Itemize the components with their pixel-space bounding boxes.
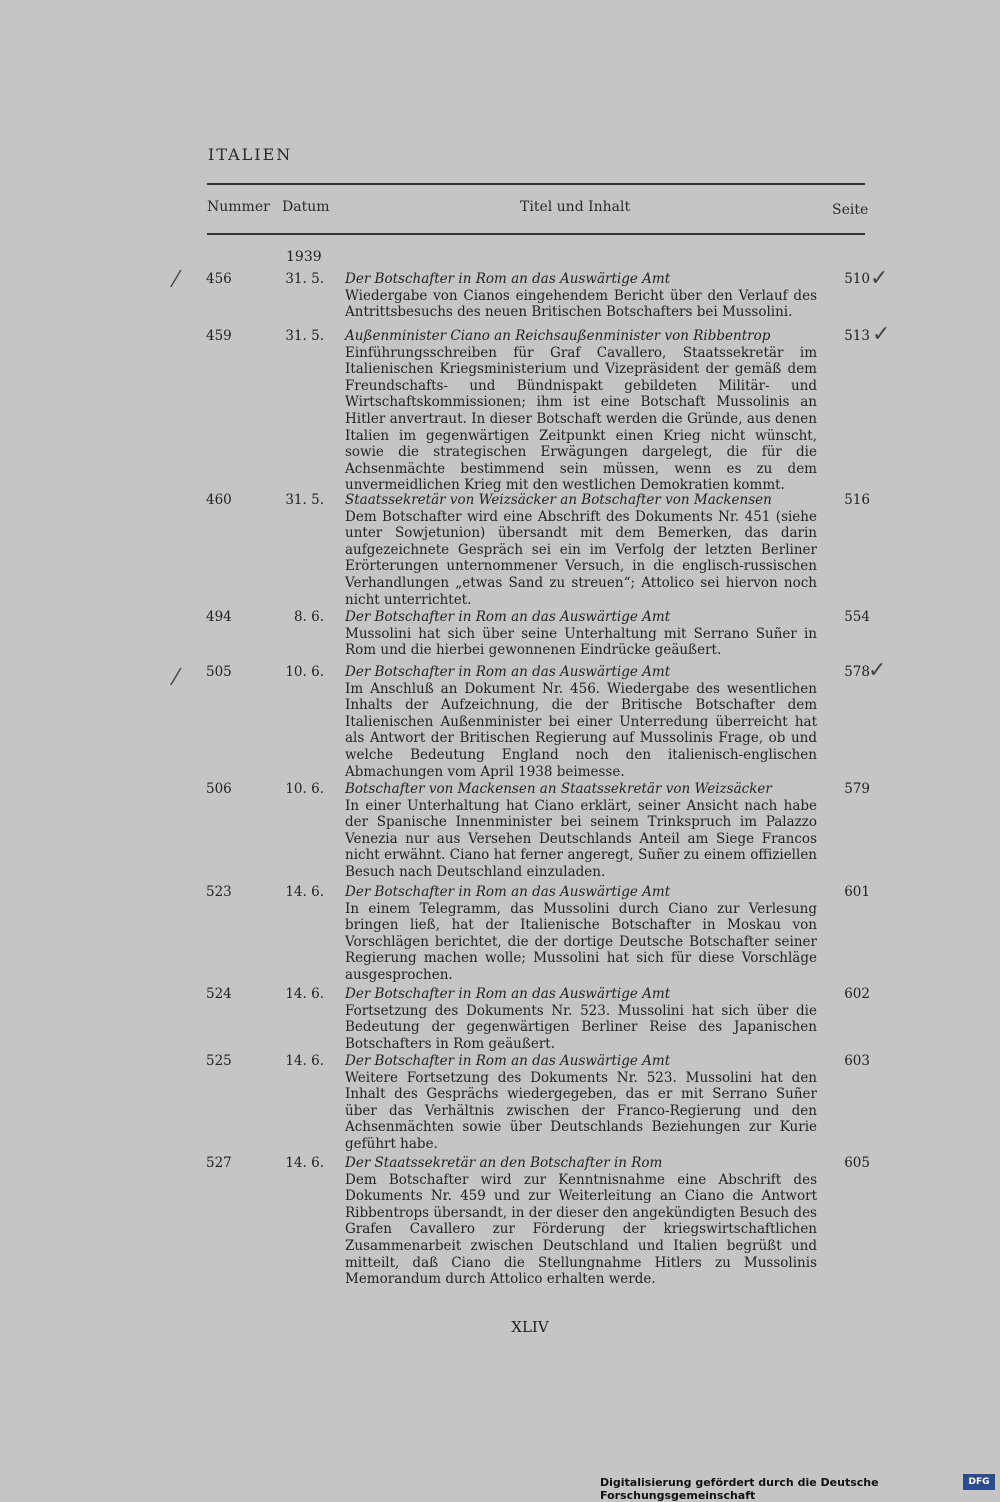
entry-body — [345, 609, 817, 659]
entry-text: Wiedergabe von Cianos eingehendem Bericht über den Verlauf des Antrittsbesuchs des neuen Britischen Botschafters bei Mussolini. — [345, 287, 817, 321]
entry-body — [345, 986, 817, 1052]
pencil-check-icon: ⁄ — [174, 666, 178, 691]
header-top-rule — [207, 183, 865, 185]
entry-number: 460 — [206, 492, 232, 508]
entry-number: 527 — [206, 1155, 232, 1171]
entry-number: 505 — [206, 664, 232, 680]
section-title: ITALIEN — [208, 145, 293, 164]
page-number: XLIV — [511, 1318, 549, 1336]
entry-date: 31. 5. — [285, 328, 324, 344]
entry-body — [345, 271, 817, 321]
entry-title: Der Botschafter in Rom an das Auswärtige Amt — [345, 271, 671, 287]
entry-date: 14. 6. — [285, 1155, 324, 1171]
entry-number: 523 — [206, 884, 232, 900]
entry-title: Der Botschafter in Rom an das Auswärtige Amt — [345, 1053, 671, 1069]
entry-text: In einem Telegramm, das Mussolini durch Ciano zur Verlesung bringen ließ, hat der Italienische Botschafter in Moskau von Vorschlägen berichtet, die der dortige Deutsche Botschafter seiner Regierung machen wolle; Mussolini hat sich für diese Vorschläge ausgesprochen. — [345, 900, 817, 983]
entry-date: 14. 6. — [285, 1053, 324, 1069]
entry-date: 8. 6. — [293, 609, 324, 625]
entry-text: Dem Botschafter wird zur Kenntnisnahme eine Abschrift des Dokuments Nr. 459 und zur Weiterleitung an Ciano die Antwort Ribbentrops übersandt, in der dieser den angekündigten Besuch des Grafen Cavallero zur Förderung der kriegswirtschaftlichen Zusammenarbeit zwischen Deutschland und Italien begrüßt und mitteilt, daß Ciano die Stellungnahme Hitlers zu Mussolinis Memorandum durch Attolico erhalten werde. — [345, 1171, 817, 1288]
entry-page: 601 — [844, 884, 870, 900]
entry-title: Außenminister Ciano an Reichsaußenminister von Ribbentrop — [345, 328, 771, 344]
entry-body — [345, 884, 817, 984]
entry-page: 554 — [844, 609, 870, 625]
entry-title: Der Botschafter in Rom an das Auswärtige Amt — [345, 664, 671, 680]
entry-number: 525 — [206, 1053, 232, 1069]
entry-page: 602 — [844, 986, 870, 1002]
entry-title: Staatssekretär von Weizsäcker an Botschafter von Mackensen — [345, 492, 772, 508]
pencil-check-icon: ⁄ — [174, 268, 178, 293]
entry-body — [345, 664, 817, 780]
entry-page: 510 — [844, 271, 870, 287]
entry-body — [345, 781, 817, 881]
entry-title: Der Botschafter in Rom an das Auswärtige Amt — [345, 884, 671, 900]
entry-page: 603 — [844, 1053, 870, 1069]
entry-number: 456 — [206, 271, 232, 287]
entry-number: 459 — [206, 328, 232, 344]
entry-date: 31. 5. — [285, 271, 324, 287]
entry-text: Dem Botschafter wird eine Abschrift des Dokuments Nr. 451 (siehe unter Sowjetunion) übersandt mit dem Bemerken, das darin aufgezeichnete Gespräch sei ein im Verfolg der letzten Berliner Erörterungen unternommener Versuch, in die englisch-russischen Verhandlungen „etwas Sand zu streuen“; Attolico sei hiervon noch nicht unterrichtet. — [345, 508, 817, 608]
entry-title: Der Staatssekretär an den Botschafter in Rom — [345, 1155, 663, 1171]
entry-text: Fortsetzung des Dokuments Nr. 523. Mussolini hat sich über die Bedeutung der gegenwärtigen Berliner Reise des Japanischen Botschafters in Rom geäußert. — [345, 1002, 817, 1052]
entry-text: Einführungsschreiben für Graf Cavallero, Staatssekretär im Italienischen Kriegsministerium und Vizepräsident der gemäß dem Freundschafts- und Bündnispakt gebildeten Militär- und Wirtschaftskommissionen; ihm ist eine Botschaft Mussolinis an Hitler anvertraut. In dieser Botschaft werden die Gründe, aus denen Italien im gegenwärtigen Zeitpunkt einen Krieg nicht wünscht, sowie die strategischen Erwägungen dargelegt, die für die Achsenmächte bestimmend sein müssen, wenn es zu dem unvermeidlichen Krieg mit den westlichen Demokratien kommt. — [345, 344, 817, 494]
entry-page: 605 — [844, 1155, 870, 1171]
header-page: Seite — [832, 202, 869, 218]
footer-credit: Digitalisierung gefördert durch die Deutsche Forschungsgemeinschaft — [600, 1476, 879, 1502]
entry-title: Der Botschafter in Rom an das Auswärtige Amt — [345, 986, 671, 1002]
entry-date: 14. 6. — [285, 986, 324, 1002]
pencil-check-icon: ✓ — [870, 266, 889, 291]
header-title: Titel und Inhalt — [520, 199, 631, 215]
header-number: Nummer — [207, 199, 270, 215]
entry-number: 494 — [206, 609, 232, 625]
entry-body — [345, 492, 817, 608]
year-label: 1939 — [286, 249, 322, 265]
entry-title: Der Botschafter in Rom an das Auswärtige Amt — [345, 609, 671, 625]
entry-body — [345, 328, 817, 494]
entry-text: In einer Unterhaltung hat Ciano erklärt, seiner Ansicht nach habe der Spanische Innenminister bei seinem Trinkspruch im Palazzo Venezia nur aus Versehen Deutschlands Anteil am Siege Francos nicht erwähnt. Ciano hat ferner angeregt, Suñer zu einem offiziellen Besuch nach Deutschland einzuladen. — [345, 797, 817, 880]
pencil-check-icon: ✓ — [868, 658, 887, 683]
entry-body — [345, 1155, 817, 1288]
entry-page: 578 — [844, 664, 870, 680]
entry-date: 10. 6. — [285, 664, 324, 680]
header-bottom-rule — [207, 233, 865, 235]
entry-page: 516 — [844, 492, 870, 508]
entry-page: 579 — [844, 781, 870, 797]
entry-date: 14. 6. — [285, 884, 324, 900]
entry-title: Botschafter von Mackensen an Staatssekretär von Weizsäcker — [345, 781, 772, 797]
entry-number: 506 — [206, 781, 232, 797]
pencil-check-icon: ✓ — [872, 322, 891, 347]
entry-text: Im Anschluß an Dokument Nr. 456. Wiedergabe des wesentlichen Inhalts der Aufzeichnung, die der Britische Botschafter dem Italienischen Außenminister bei einer Unterredung überreicht hat als Antwort der Britischen Regierung auf Mussolinis Frage, ob und welche Bedeutung England noch den italienisch-englischen Abmachungen vom April 1938 beimesse. — [345, 680, 817, 780]
entry-date: 31. 5. — [285, 492, 324, 508]
entry-date: 10. 6. — [285, 781, 324, 797]
entry-body — [345, 1053, 817, 1153]
dfg-logo: DFG — [963, 1474, 995, 1490]
entry-text: Weitere Fortsetzung des Dokuments Nr. 523. Mussolini hat den Inhalt des Gesprächs wiedergegeben, das er mit Serrano Suñer über das Verhältnis zwischen der Franco-Regierung und den Achsenmächten sowie über Deutschlands Beziehungen zur Kurie geführt habe. — [345, 1069, 817, 1152]
header-date: Datum — [282, 199, 330, 215]
entry-text: Mussolini hat sich über seine Unterhaltung mit Serrano Suñer in Rom und die hierbei gewonnenen Eindrücke geäußert. — [345, 625, 817, 659]
entry-page: 513 — [844, 328, 870, 344]
entry-number: 524 — [206, 986, 232, 1002]
